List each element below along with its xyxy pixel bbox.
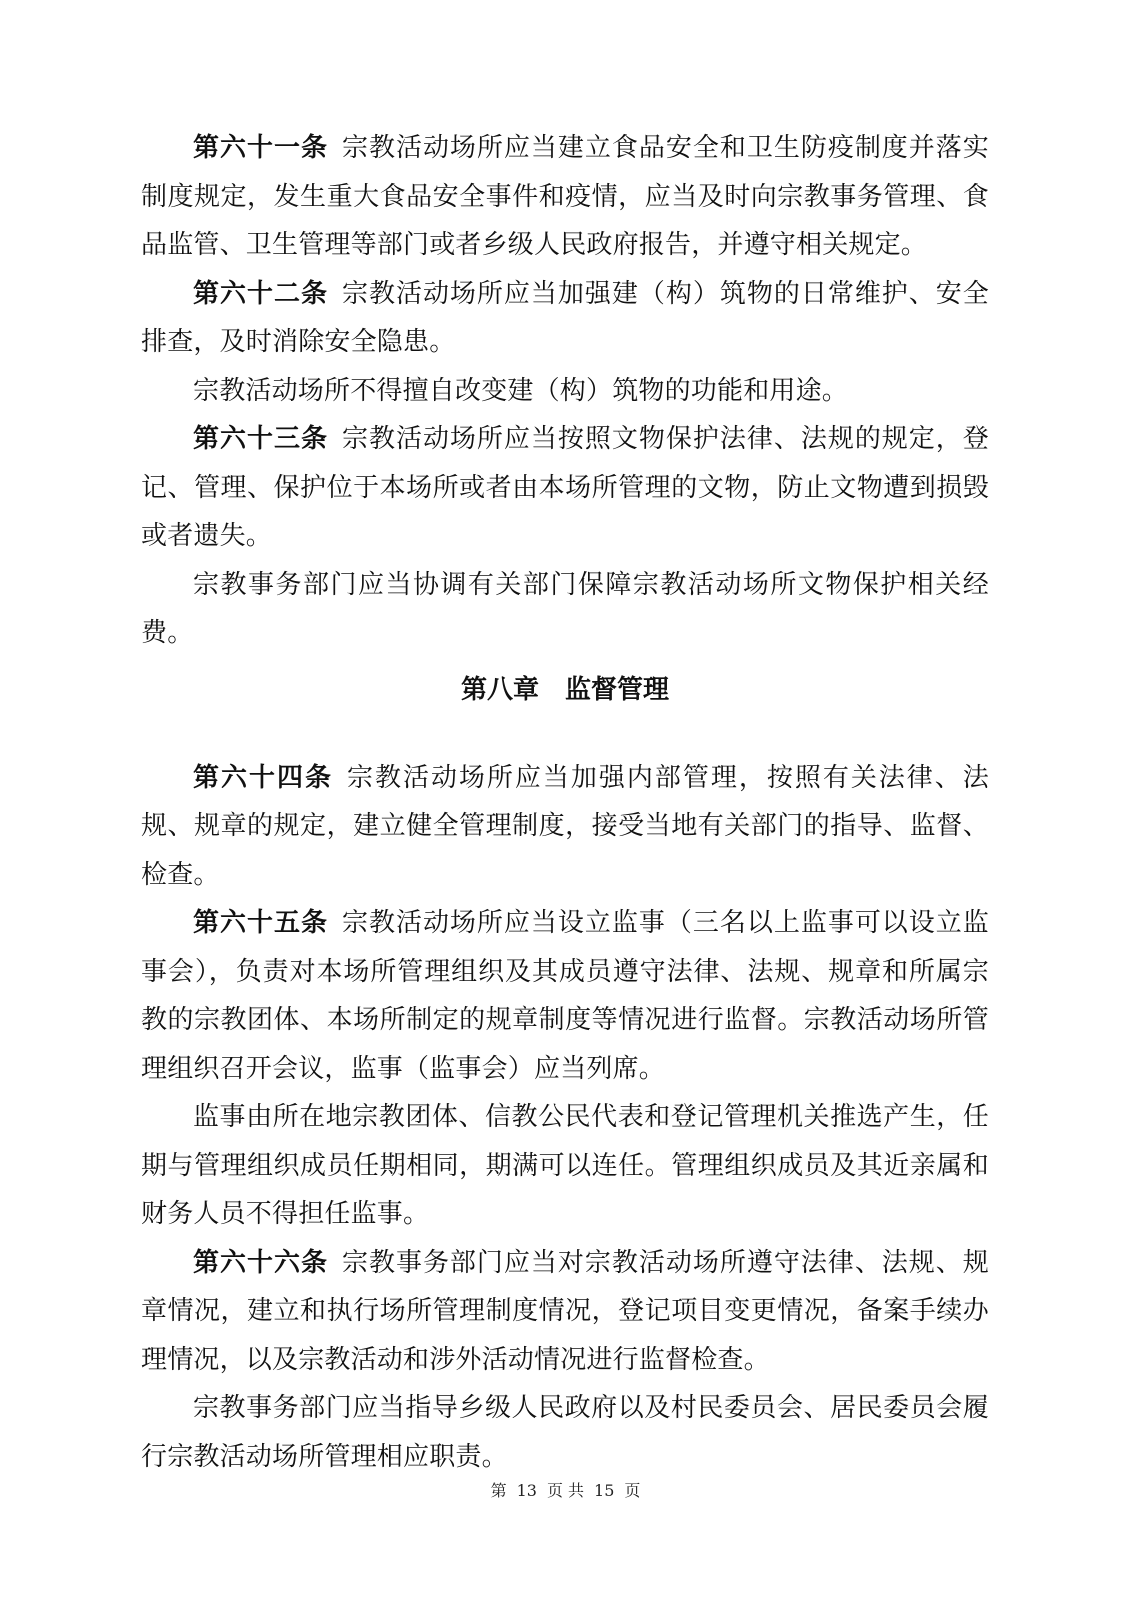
page-footer bbox=[0, 1478, 1131, 1501]
document-body bbox=[141, 124, 989, 1481]
paragraph-text: 宗教事务部门应当协调有关部门保障宗教活动场所文物保护相关经费。 bbox=[141, 569, 989, 648]
article-62 bbox=[141, 270, 989, 367]
article-66-paragraph-2 bbox=[141, 1384, 989, 1481]
footer-total-pages: 15 bbox=[594, 1481, 615, 1500]
article-number: 第六十四条 bbox=[193, 762, 333, 793]
article-number: 第六十一条 bbox=[193, 133, 328, 163]
article-text: 宗教事务部门应当对宗教活动场所遵守法律、法规、规章情况，建立和执行场所管理制度情况，登记项目变更情况，备案手续办理情况，以及宗教活动和涉外活动情况进行监督检查。 bbox=[141, 1247, 989, 1375]
article-65-paragraph-2 bbox=[141, 1093, 989, 1239]
article-61 bbox=[141, 124, 989, 270]
article-64 bbox=[141, 754, 989, 900]
chapter-heading: 第八章 监督管理 bbox=[460, 674, 669, 705]
footer-prefix: 第 bbox=[490, 1481, 507, 1500]
article-text: 宗教活动场所应当按照文物保护法律、法规的规定，登记、管理、保护位于本场所或者由本场所管理的文物，防止文物遭到损毁或者遗失。 bbox=[141, 424, 989, 551]
article-63-paragraph-2 bbox=[141, 561, 989, 658]
article-number: 第六十五条 bbox=[193, 908, 328, 938]
article-66 bbox=[141, 1239, 989, 1385]
article-65 bbox=[141, 899, 989, 1093]
paragraph-text: 宗教事务部门应当指导乡级人民政府以及村民委员会、居民委员会履行宗教活动场所管理相应职责。 bbox=[141, 1393, 989, 1472]
article-number: 第六十六条 bbox=[193, 1247, 328, 1278]
article-number: 第六十二条 bbox=[193, 278, 328, 309]
article-text: 宗教活动场所应当设立监事（三名以上监事可以设立监事会），负责对本场所管理组织及其成员遵守法律、法规、规章和所属宗教的宗教团体、本场所制定的规章制度等情况进行监督。宗教活动场所管理组织召开会议，监事（监事会）应当列席。 bbox=[141, 908, 989, 1084]
article-text: 宗教活动场所应当加强内部管理，按照有关法律、法规、规章的规定，建立健全管理制度，接受当地有关部门的指导、监督、检查。 bbox=[141, 762, 989, 890]
footer-page-number: 13 bbox=[516, 1481, 537, 1500]
paragraph-text: 监事由所在地宗教团体、信教公民代表和登记管理机关推选产生，任期与管理组织成员任期相同，期满可以连任。管理组织成员及其近亲属和财务人员不得担任监事。 bbox=[141, 1102, 989, 1229]
article-text: 宗教活动场所应当加强建（构）筑物的日常维护、安全排查，及时消除安全隐患。 bbox=[141, 278, 989, 357]
footer-suffix: 页 bbox=[624, 1481, 641, 1500]
article-text: 宗教活动场所应当建立食品安全和卫生防疫制度并落实制度规定，发生重大食品安全事件和疫情，应当及时向宗教事务管理、食品监管、卫生管理等部门或者乡级人民政府报告，并遵守相关规定。 bbox=[141, 133, 989, 260]
article-62-paragraph-2 bbox=[141, 367, 989, 416]
article-63 bbox=[141, 415, 989, 561]
footer-middle: 页 共 bbox=[546, 1481, 585, 1500]
paragraph-text: 宗教活动场所不得擅自改变建（构）筑物的功能和用途。 bbox=[193, 375, 849, 406]
article-number: 第六十三条 bbox=[193, 424, 328, 454]
